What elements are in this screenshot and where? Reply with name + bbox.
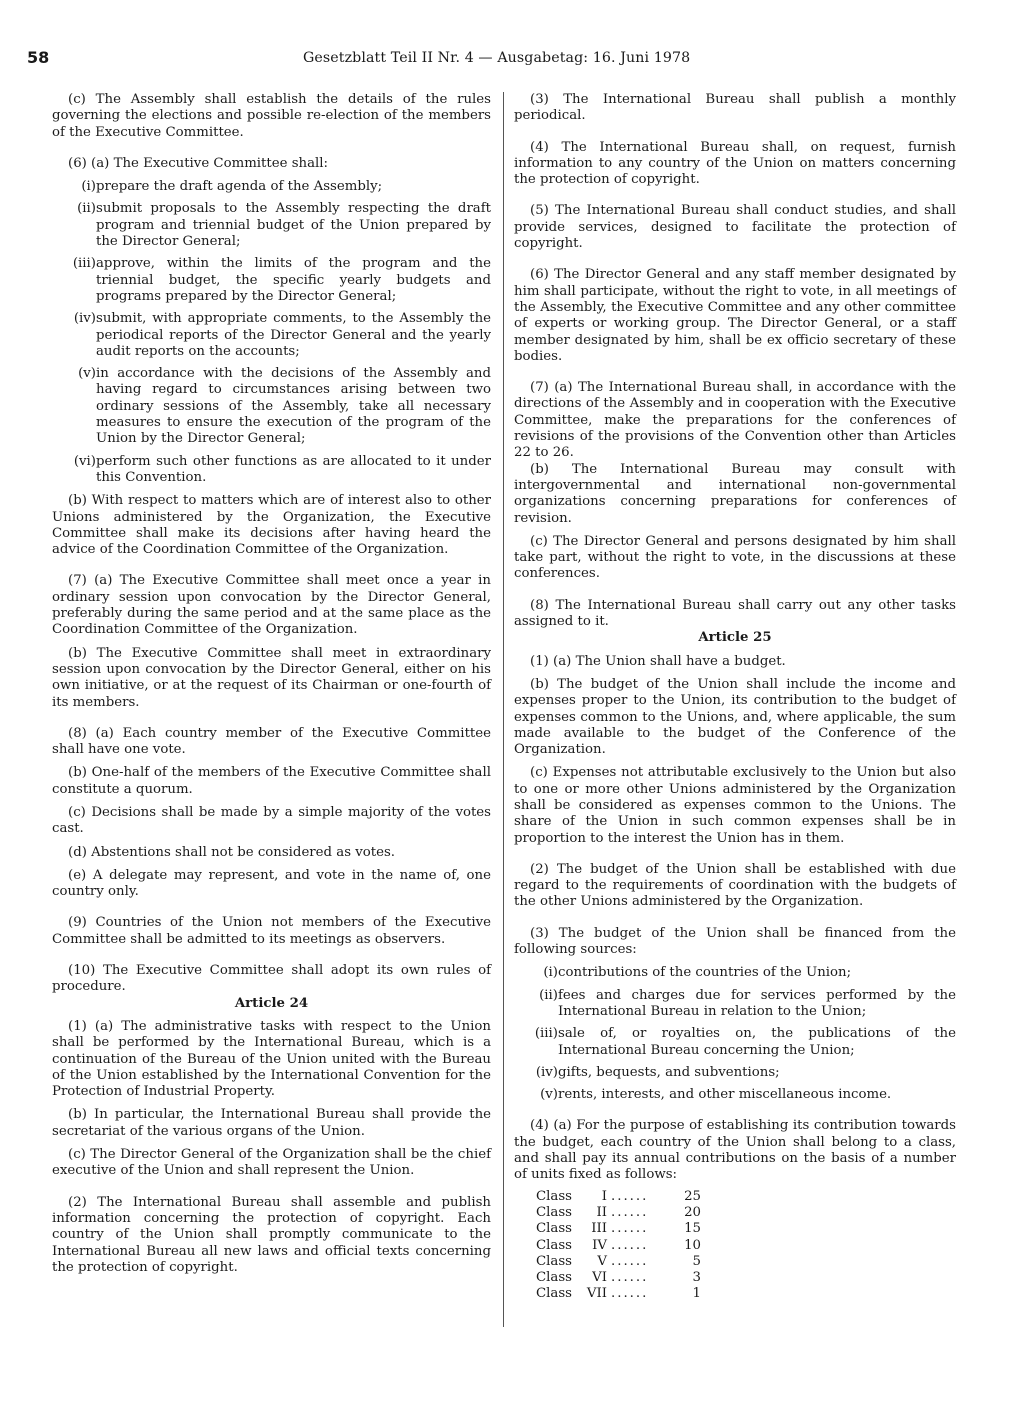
item-text: contributions of the countries of the Union; [558, 965, 852, 981]
table-row [536, 1286, 701, 1302]
running-title: Gesetzblatt Teil II Nr. 4 — Ausgabetag: 16. Juni 1978 [303, 50, 691, 66]
paragraph: (b) The Executive Committee shall meet in extraordinary session upon convocation by the Director General, either on his own initiative, or at the request of its Chairman or one-fourth of its members. [52, 645, 491, 710]
class-label: Class [536, 1204, 573, 1220]
leader-dots: ...... [611, 1204, 649, 1220]
paragraph: (6) The Director General and any staff member designated by him shall participate, without the right to vote, in all meetings of the Assembly, the Executive Committee and any other committee of experts or working group. The Director General, or a staff member designated by him, shall be ex officio secretary of these bodies. [514, 267, 956, 364]
item-text: sale of, or royalties on, the publications of the International Bureau concerning the Union; [558, 1026, 956, 1058]
item-number: (iii) [534, 1026, 558, 1042]
item-number: (i) [81, 179, 96, 195]
item-text: in accordance with the decisions of the Assembly and having regard to circumstances arising between two ordinary sessions of the Assembly, take all necessary measures to ensure the execution of the program of the Union by the Director General; [96, 366, 491, 447]
paragraph: (4) (a) For the purpose of establishing its contribution towards the budget, each country of the Union shall belong to a class, and shall pay its annual contributions on the basis of a number of units fixed as follows: [514, 1118, 956, 1183]
item-number: (i) [543, 965, 558, 981]
class-units: 10 [684, 1237, 701, 1253]
leader-dots: ...... [611, 1188, 649, 1204]
class-units: 3 [692, 1270, 701, 1286]
item-text: perform such other functions as are allocated to it under this Convention. [96, 453, 491, 485]
leader-dots: ...... [611, 1221, 649, 1237]
paragraph: (2) The International Bureau shall assemble and publish information concerning the protection of copyright. Each country of the Union shall promptly communicate to the International Bureau all new laws and official texts concerning the protection of copyright. [52, 1194, 491, 1275]
paragraph: (1) (a) The Union shall have a budget. [530, 653, 786, 669]
item-text: rents, interests, and other miscellaneous income. [558, 1087, 892, 1103]
table-row [536, 1221, 701, 1237]
table-row [536, 1254, 701, 1270]
paragraph: (8) The International Bureau shall carry out any other tasks assigned to it. [514, 597, 956, 630]
left-column [52, 92, 491, 1276]
paragraph: (8) (a) Each country member of the Executive Committee shall have one vote. [52, 725, 491, 758]
item-number: (vi) [73, 453, 96, 469]
item-text: submit proposals to the Assembly respecting the draft program and triennial budget of the Union prepared by the Director General; [96, 201, 491, 250]
item-text: gifts, bequests, and subventions; [558, 1064, 780, 1080]
class-label: Class [536, 1270, 573, 1286]
list-item [52, 179, 491, 195]
class-units: 15 [684, 1221, 701, 1237]
leader-dots: ...... [611, 1286, 649, 1302]
paragraph: (7) (a) The International Bureau shall, in accordance with the directions of the Assembly and in cooperation with the Executive Committee, make the preparations for the conferences of revisions of the provisions of the Convention other than Articles 22 to 26. [514, 380, 956, 461]
paragraph: (e) A delegate may represent, and vote in the name of, one country only. [52, 867, 491, 900]
paragraph: (b) With respect to matters which are of interest also to other Unions administered by the Organization, the Executive Committee shall make its decisions after having heard the advice of the Coordination Committee of the Organization. [52, 493, 491, 558]
paragraph: (7) (a) The Executive Committee shall meet once a year in ordinary session upon convocation by the Director General, preferably during the same period and at the same place as the Coordination Committee of the Organization. [52, 573, 491, 638]
source-list [514, 965, 956, 1103]
class-roman: II [596, 1204, 607, 1220]
paragraph: (1) (a) The administrative tasks with respect to the Union shall be performed by the International Bureau, which is a continuation of the Bureau of the Union united with the Bureau of the Union established by the International Convention for the Protection of Industrial Property. [52, 1018, 491, 1100]
list-item [514, 1065, 956, 1081]
class-label: Class [536, 1286, 573, 1302]
class-roman: IV [592, 1237, 607, 1253]
paragraph: (b) The budget of the Union shall include the income and expenses proper to the Union, its contribution to the budget of expenses common to the Unions, and, where applicable, the sum made available to the budget of the Conference of the Organization. [514, 676, 956, 758]
class-roman: VI [592, 1270, 607, 1286]
paragraph: (d) Abstentions shall not be considered as votes. [68, 844, 396, 860]
list-item [514, 1026, 956, 1059]
table-row [536, 1205, 701, 1221]
list-item [52, 201, 491, 250]
list-item [514, 988, 956, 1021]
paragraph: (b) The International Bureau may consult with intergovernmental and international non-governmental organizations concerning preparations for conferences of revision. [514, 461, 956, 526]
article-heading: Article 24 [234, 995, 309, 1011]
class-units: 1 [692, 1286, 701, 1302]
table-row [536, 1189, 701, 1205]
paragraph: (c) Expenses not attributable exclusively to the Union but also to one or more other Unions administered by the Organization shall be considered as expenses common to the Unions. The share of the Union in such common expenses shall be in proportion to the interest the Union has in them. [514, 765, 956, 846]
list-item [514, 1087, 956, 1103]
function-list [52, 179, 491, 486]
table-row [536, 1238, 701, 1254]
item-number: (v) [540, 1087, 558, 1103]
class-roman: I [601, 1188, 607, 1204]
class-units-table [536, 1189, 701, 1303]
article-heading: Article 25 [698, 630, 772, 646]
table-row [536, 1270, 701, 1286]
item-number: (iv) [73, 311, 96, 327]
right-column [514, 92, 956, 1303]
leader-dots: ...... [611, 1253, 649, 1269]
item-number: (v) [78, 366, 96, 382]
page-number: 58 [27, 48, 50, 67]
page-header [0, 0, 1024, 80]
paragraph: (9) Countries of the Union not members of the Executive Committee shall be admitted to its meetings as observers. [52, 915, 491, 947]
item-text: fees and charges due for services performed by the International Bureau in relation to the Union; [558, 987, 956, 1019]
paragraph: (3) The budget of the Union shall be financed from the following sources: [514, 925, 956, 958]
class-roman: VII [586, 1286, 607, 1302]
list-item [52, 311, 491, 360]
list-item [52, 454, 491, 487]
list-item [514, 965, 956, 981]
class-units: 5 [692, 1253, 701, 1269]
paragraph: (10) The Executive Committee shall adopt its own rules of procedure. [52, 963, 491, 995]
item-text: approve, within the limits of the program and the triennial budget, the specific yearly budgets and programs prepared by the Director General; [96, 256, 491, 304]
class-roman: III [591, 1221, 607, 1237]
item-number: (ii) [77, 201, 96, 217]
paragraph: (3) The International Bureau shall publish a monthly periodical. [514, 92, 956, 124]
leader-dots: ...... [611, 1270, 649, 1286]
class-label: Class [536, 1221, 573, 1237]
paragraph: (c) The Director General of the Organization shall be the chief executive of the Union and shall represent the Union. [52, 1147, 491, 1179]
class-roman: V [597, 1253, 607, 1269]
class-units: 20 [684, 1204, 701, 1220]
paragraph: (b) One-half of the members of the Executive Committee shall constitute a quorum. [52, 765, 491, 797]
class-label: Class [536, 1188, 573, 1204]
class-units: 25 [684, 1188, 701, 1204]
class-label: Class [536, 1253, 573, 1269]
list-item [52, 366, 491, 447]
paragraph: (6) (a) The Executive Committee shall: [68, 155, 329, 171]
paragraph: (c) Decisions shall be made by a simple majority of the votes cast. [52, 804, 491, 837]
paragraph: (2) The budget of the Union shall be established with due regard to the requirements of coordination with the budgets of the other Unions administered by the Organization. [514, 861, 956, 910]
list-item [52, 256, 491, 305]
leader-dots: ...... [611, 1237, 649, 1253]
column-divider [503, 92, 504, 1327]
item-text: prepare the draft agenda of the Assembly; [96, 179, 383, 195]
paragraph: (c) The Director General and persons designated by him shall take part, without the right to vote, in the discussions at these conferences. [514, 533, 956, 582]
paragraph: (5) The International Bureau shall conduct studies, and shall provide services, designed to facilitate the protection of copyright. [514, 203, 956, 252]
item-number: (iii) [72, 256, 96, 272]
paragraph: (4) The International Bureau shall, on request, furnish information to any country of the Union on matters concerning the protection of copyright. [514, 139, 956, 188]
item-text: submit, with appropriate comments, to the Assembly the periodical reports of the Director General and the yearly audit reports on the accounts; [96, 311, 491, 359]
class-label: Class [536, 1237, 573, 1253]
paragraph: (b) In particular, the International Bureau shall provide the secretariat of the various organs of the Union. [52, 1107, 491, 1139]
item-number: (ii) [539, 987, 558, 1003]
paragraph: (c) The Assembly shall establish the details of the rules governing the elections and possible re-election of the members of the Executive Committee. [52, 92, 491, 140]
item-number: (iv) [535, 1064, 558, 1080]
